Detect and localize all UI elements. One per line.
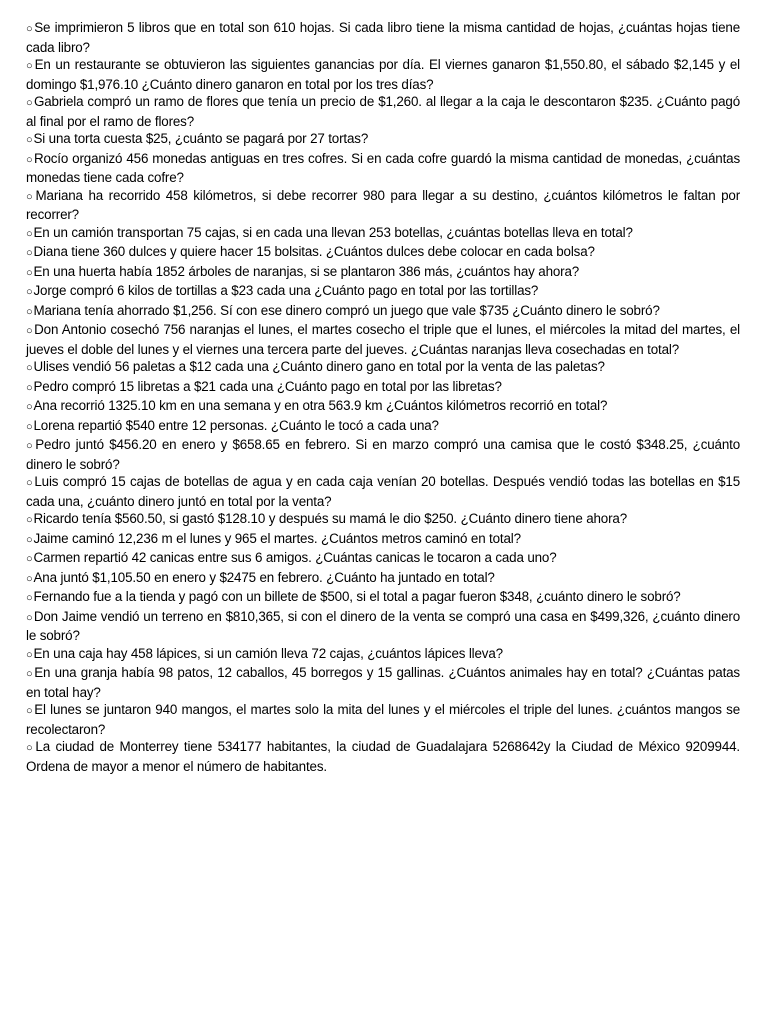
problem-item bbox=[26, 397, 740, 417]
problem-text: Don Antonio cosechó 756 naranjas el lunes, el martes cosecho el triple que el lunes, el miércoles la mitad del martes, el jueves el doble del lunes y el viernes una tercera parte del jueves. ¿Cuántas naranjas lleva cosechadas en total? bbox=[26, 322, 740, 357]
problem-text: Jorge compró 6 kilos de tortillas a $23 cada una ¿Cuánto pago en total por las tortillas? bbox=[33, 283, 539, 298]
problem-text: Luis compró 15 cajas de botellas de agua y en cada caja venían 20 botellas. Después vendió todas las botellas en $15 cada una, ¿cuánto dinero juntó en total por la venta? bbox=[26, 474, 740, 509]
bullet-circle-icon: ○ bbox=[26, 420, 33, 433]
problem-text: Lorena repartió $540 entre 12 personas. ¿Cuánto le tocó a cada una? bbox=[33, 417, 439, 433]
problem-item bbox=[26, 417, 740, 437]
problem-item bbox=[26, 150, 740, 187]
problem-text: Pedro juntó $456.20 en enero y $658.65 en febrero. Si en marzo compró una camisa que le costó $348.25, ¿cuánto dinero le sobró? bbox=[26, 437, 740, 472]
problem-item bbox=[26, 608, 740, 645]
problem-text: Ricardo tenía $560.50, si gastó $128.10 y después su mamá le dio $250. ¿Cuánto dinero tiene ahora? bbox=[33, 511, 627, 526]
problem-item bbox=[26, 263, 740, 283]
problem-item bbox=[26, 93, 740, 130]
bullet-circle-icon: ○ bbox=[26, 153, 33, 166]
problem-text: En una caja hay 458 lápices, si un camión lleva 72 cajas, ¿cuántos lápices lleva? bbox=[33, 645, 503, 661]
problem-text: En un camión transportan 75 cajas, si en cada una llevan 253 botellas, ¿cuántas botellas lleva en total? bbox=[33, 224, 633, 240]
problem-text: La ciudad de Monterrey tiene 534177 habitantes, la ciudad de Guadalajara 5268642y la Ciudad de México 9209944. Ordena de mayor a menor el número de habitantes. bbox=[26, 739, 740, 774]
bullet-circle-icon: ○ bbox=[26, 286, 33, 298]
problem-text: Pedro compró 15 libretas a $21 cada una ¿Cuánto pago en total por las libretas? bbox=[33, 378, 502, 394]
problem-text: Ulises vendió 56 paletas a $12 cada una ¿Cuánto dinero gano en total por la venta de las paletas? bbox=[33, 359, 605, 374]
bullet-circle-icon: ○ bbox=[26, 325, 34, 337]
problem-text: Rocío organizó 456 monedas antiguas en tres cofres. Si en cada cofre guardó la misma cantidad de monedas, ¿cuántas monedas tiene cada cofre? bbox=[26, 150, 740, 185]
bullet-circle-icon: ○ bbox=[26, 266, 33, 279]
bullet-circle-icon: ○ bbox=[26, 514, 33, 526]
problem-text: Mariana ha recorrido 458 kilómetros, si debe recorrer 980 para llegar a su destino, ¿cuántos kilómetros le faltan por recorrer? bbox=[26, 187, 740, 222]
bullet-circle-icon: ○ bbox=[26, 592, 33, 604]
problem-item bbox=[26, 701, 740, 738]
problem-text: Ana recorrió 1325.10 km en una semana y en otra 563.9 km ¿Cuántos kilómetros recorrió en total? bbox=[33, 398, 608, 413]
problem-item bbox=[26, 549, 740, 569]
problem-text: Ana juntó $1,105.50 en enero y $2475 en febrero. ¿Cuánto ha juntado en total? bbox=[33, 569, 495, 585]
problem-item bbox=[26, 19, 740, 56]
problem-text: Fernando fue a la tienda y pagó con un billete de $500, si el total a pagar fueron $348, ¿cuánto dinero le sobró? bbox=[33, 589, 681, 604]
problem-text: En una huerta había 1852 árboles de naranjas, si se plantaron 386 más, ¿cuántos hay ahora? bbox=[33, 263, 580, 279]
problem-item bbox=[26, 302, 740, 322]
bullet-circle-icon: ○ bbox=[26, 227, 33, 240]
problem-item bbox=[26, 378, 740, 398]
bullet-circle-icon: ○ bbox=[26, 648, 33, 661]
bullet-circle-icon: ○ bbox=[26, 134, 33, 146]
problem-text: Jaime caminó 12,236 m el lunes y 965 el martes. ¿Cuántos metros caminó en total? bbox=[33, 530, 521, 546]
problem-text: El lunes se juntaron 940 mangos, el martes solo la mita del lunes y el miércoles el triple del lunes. ¿cuántos mangos se recolectaron? bbox=[26, 702, 740, 737]
bullet-circle-icon: ○ bbox=[26, 668, 34, 680]
bullet-circle-icon: ○ bbox=[26, 742, 35, 754]
bullet-circle-icon: ○ bbox=[26, 362, 33, 374]
problem-text: Don Jaime vendió un terreno en $810,365, si con el dinero de la venta se compró una casa en $499,326, ¿cuánto dinero le sobró? bbox=[26, 608, 741, 643]
problem-item bbox=[26, 56, 740, 93]
problem-item bbox=[26, 645, 740, 665]
problem-item bbox=[26, 530, 740, 550]
bullet-circle-icon: ○ bbox=[26, 401, 33, 413]
problem-item bbox=[26, 321, 740, 358]
bullet-circle-icon: ○ bbox=[26, 60, 34, 72]
bullet-circle-icon: ○ bbox=[26, 533, 33, 546]
problem-item bbox=[26, 243, 740, 263]
problem-item bbox=[26, 282, 740, 302]
bullet-circle-icon: ○ bbox=[26, 705, 34, 717]
problem-item bbox=[26, 738, 740, 775]
problem-item bbox=[26, 588, 740, 608]
bullet-circle-icon: ○ bbox=[26, 611, 33, 624]
problem-text: Carmen repartió 42 canicas entre sus 6 amigos. ¿Cuántas canicas le tocaron a cada uno? bbox=[33, 550, 557, 565]
bullet-circle-icon: ○ bbox=[26, 305, 33, 318]
bullet-circle-icon: ○ bbox=[26, 381, 33, 394]
problem-item bbox=[26, 473, 740, 510]
problem-text: En un restaurante se obtuvieron las siguientes ganancias por día. El viernes ganaron $1,550.80, el sábado $2,145 y el domingo $1,976.10 ¿Cuánto dinero ganaron en total por los tres días? bbox=[26, 57, 740, 92]
problem-item bbox=[26, 510, 740, 530]
bullet-circle-icon: ○ bbox=[26, 477, 34, 489]
problem-item bbox=[26, 436, 740, 473]
problem-text: Gabriela compró un ramo de flores que tenía un precio de $1,260. al llegar a la caja le descontaron $235. ¿Cuánto pagó al final por el ramo de flores? bbox=[26, 94, 740, 129]
problem-item bbox=[26, 224, 740, 244]
problem-text: Mariana tenía ahorrado $1,256. Sí con ese dinero compró un juego que vale $735 ¿Cuánto dinero le sobró? bbox=[33, 302, 660, 318]
problem-text: En una granja había 98 patos, 12 caballos, 45 borregos y 15 gallinas. ¿Cuántos animales hay en total? ¿Cuántas patas en total hay? bbox=[26, 665, 740, 700]
problem-item bbox=[26, 664, 740, 701]
problem-item bbox=[26, 358, 740, 378]
bullet-circle-icon: ○ bbox=[26, 553, 33, 565]
bullet-circle-icon: ○ bbox=[26, 190, 35, 203]
bullet-circle-icon: ○ bbox=[26, 247, 33, 259]
bullet-circle-icon: ○ bbox=[26, 440, 35, 452]
problem-text: Diana tiene 360 dulces y quiere hacer 15 bolsitas. ¿Cuántos dulces debe colocar en cada bolsa? bbox=[33, 244, 595, 259]
problem-text: Si una torta cuesta $25, ¿cuánto se pagará por 27 tortas? bbox=[33, 131, 369, 146]
problem-list bbox=[26, 19, 740, 775]
bullet-circle-icon: ○ bbox=[26, 23, 34, 35]
problem-item bbox=[26, 187, 740, 224]
bullet-circle-icon: ○ bbox=[26, 97, 33, 109]
problem-item bbox=[26, 569, 740, 589]
problem-item bbox=[26, 130, 740, 150]
problem-text: Se imprimieron 5 libros que en total son 610 hojas. Si cada libro tiene la misma cantidad de hojas, ¿cuántas hojas tiene cada libro? bbox=[26, 20, 740, 55]
bullet-circle-icon: ○ bbox=[26, 572, 33, 585]
